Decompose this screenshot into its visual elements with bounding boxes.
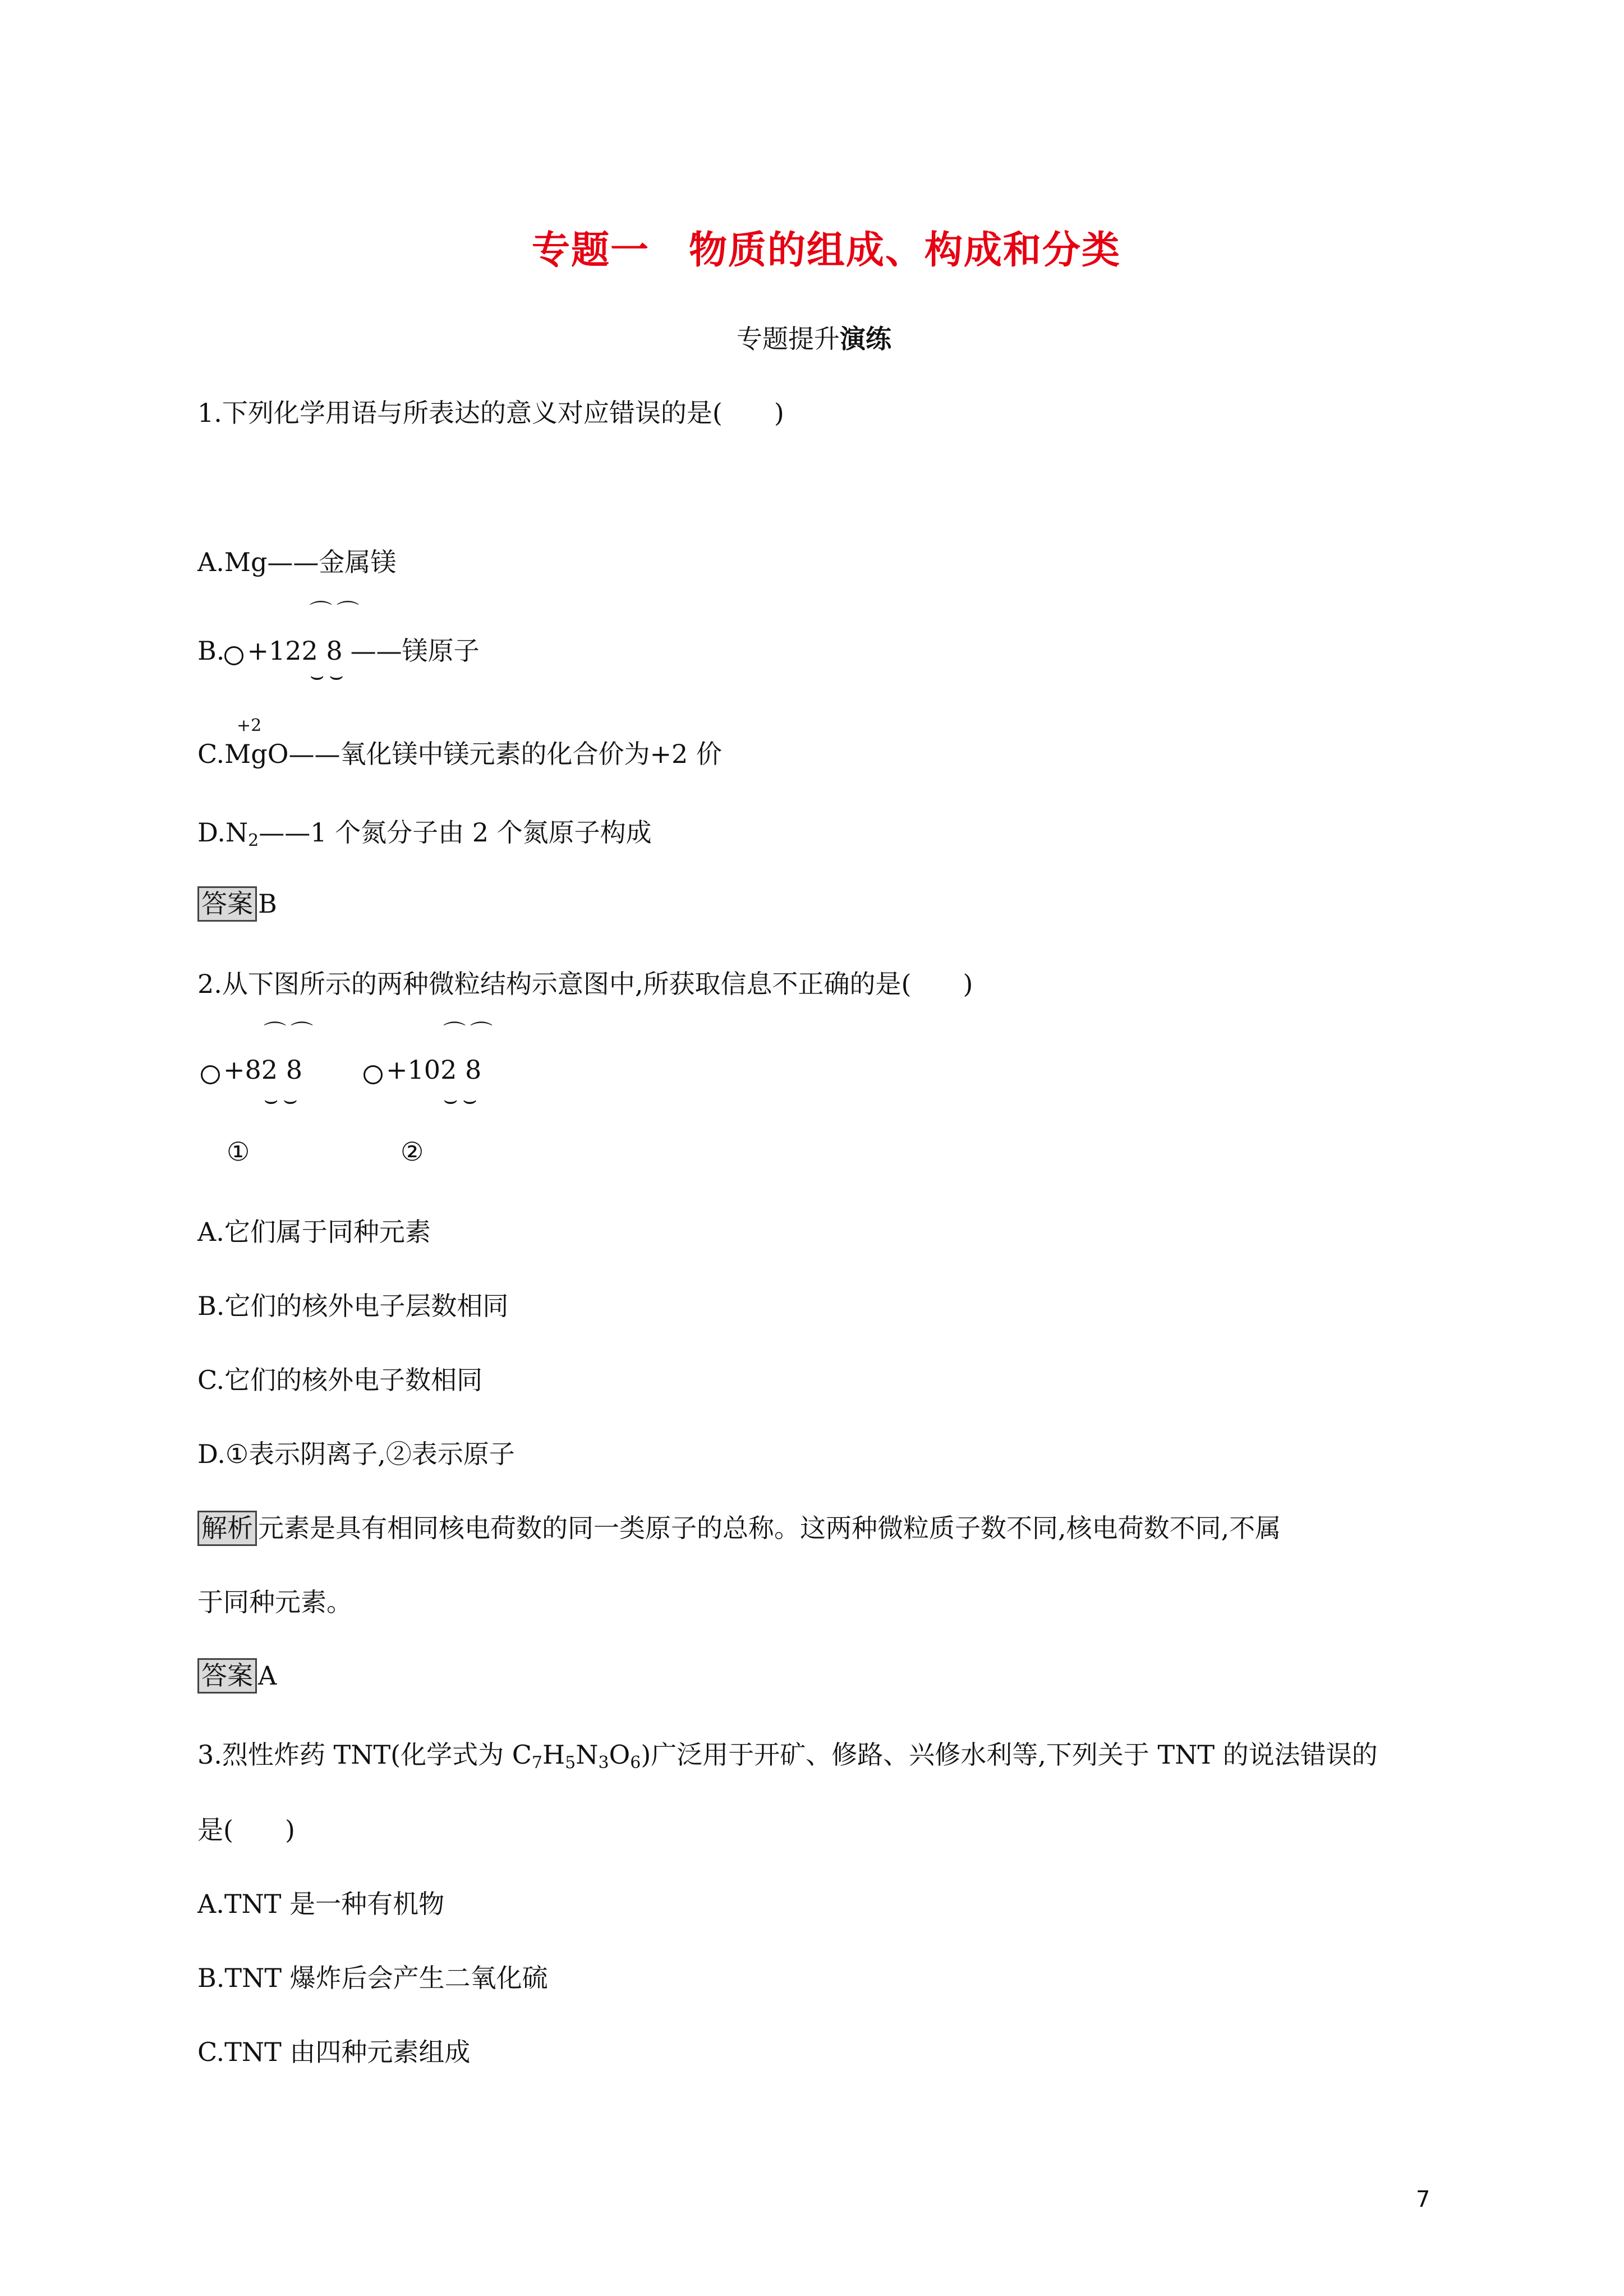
subtitle-plain: 专题提升 — [737, 324, 840, 354]
q1-valence-mark: +2 — [237, 716, 262, 735]
q1-stem: 1.下列化学用语与所表达的意义对应错误的是( ) — [197, 398, 784, 428]
answer-label: 答案 — [197, 1658, 257, 1694]
page-title: 专题一 物质的组成、构成和分类 — [532, 228, 1121, 273]
q2-structure2-arcs-bottom: ⌣⌣ — [443, 1087, 482, 1113]
formula-sub: 6 — [630, 1753, 641, 1773]
q2-option-c: C.它们的核外电子数相同 — [197, 1365, 483, 1395]
q2-stem: 2.从下图所示的两种微粒结构示意图中,所获取信息不正确的是( ) — [197, 969, 973, 999]
q2-structure1-arcs-top: ⌒⌒ — [264, 1020, 318, 1046]
q3-option-c: C.TNT 由四种元素组成 — [197, 2037, 471, 2067]
nucleus-circle-icon — [364, 1065, 383, 1084]
q1-answer-value: B — [258, 889, 277, 919]
q2-structure1-arcs-bottom: ⌣⌣ — [264, 1087, 302, 1113]
q2-structure-2 — [364, 1055, 481, 1085]
formula-element: H — [542, 1740, 565, 1770]
q1-option-b-prefix: B. — [197, 636, 225, 666]
q2-analysis-text-1: 元素是具有相同核电荷数的同一类原子的总称。这两种微粒质子数不同,核电荷数不同,不属 — [258, 1513, 1281, 1543]
q1-option-d-pre: D.N — [197, 817, 249, 848]
q1-option-d-sub: 2 — [248, 831, 259, 850]
q1-structure-numbers: +122 8 — [247, 636, 343, 666]
q2-label-2: ② — [401, 1137, 424, 1167]
section-subtitle — [737, 319, 891, 356]
q3-stem-line-2: 是( ) — [197, 1815, 295, 1845]
q2-structure-1-numbers: +82 8 — [223, 1055, 302, 1085]
nucleus-circle-icon — [224, 646, 243, 665]
q2-option-b: B.它们的核外电子层数相同 — [197, 1291, 509, 1321]
q3-option-b: B.TNT 爆炸后会产生二氧化硫 — [197, 1963, 548, 1993]
q2-analysis-text-2: 于同种元素。 — [197, 1587, 352, 1617]
formula-sub: 5 — [565, 1753, 576, 1773]
formula-sub: 3 — [598, 1753, 609, 1773]
analysis-label: 解析 — [197, 1511, 257, 1546]
q2-option-d: D.①表示阴离子,②表示原子 — [197, 1439, 515, 1469]
q1-option-b-suffix: ——镁原子 — [350, 636, 480, 666]
q2-answer — [197, 1658, 277, 1694]
q2-option-a: A.它们属于同种元素 — [197, 1217, 431, 1247]
q2-structure2-arcs-top: ⌒⌒ — [443, 1020, 497, 1046]
q3-stem-line-1 — [197, 1734, 1378, 1773]
subtitle-bold: 演练 — [840, 324, 891, 354]
q2-analysis — [197, 1508, 1281, 1546]
page-number: 7 — [1416, 2187, 1430, 2212]
q1-option-c: C.MgO——氧化镁中镁元素的化合价为+2 价 — [197, 739, 722, 769]
q1-answer — [197, 886, 277, 922]
answer-label: 答案 — [197, 886, 257, 922]
nucleus-circle-icon — [201, 1065, 220, 1084]
q3-stem-part-a: 3.烈性炸药 TNT(化学式为 C — [197, 1740, 532, 1770]
q1-structure-arcs-bottom: ⌣⌣ — [310, 663, 348, 689]
formula-element: N — [576, 1740, 599, 1770]
q2-answer-value: A — [258, 1660, 277, 1691]
q1-option-b — [197, 631, 480, 668]
q3-option-a: A.TNT 是一种有机物 — [197, 1889, 445, 1919]
q1-structure-arcs-top: ⌒⌒ — [310, 600, 364, 625]
q2-label-1: ① — [227, 1137, 250, 1167]
q1-option-d-post: ——1 个氮分子由 2 个氮原子构成 — [259, 817, 652, 848]
q1-option-a: A.Mg——金属镁 — [197, 547, 397, 577]
formula-sub: 7 — [531, 1753, 542, 1773]
q2-structure-1 — [201, 1055, 302, 1085]
q3-stem-part-b: )广泛用于开矿、修路、兴修水利等,下列关于 TNT 的说法错误的 — [641, 1740, 1378, 1770]
q1-option-d — [197, 812, 652, 850]
q2-structure-2-numbers: +102 8 — [386, 1055, 482, 1085]
formula-element: O — [609, 1740, 631, 1770]
